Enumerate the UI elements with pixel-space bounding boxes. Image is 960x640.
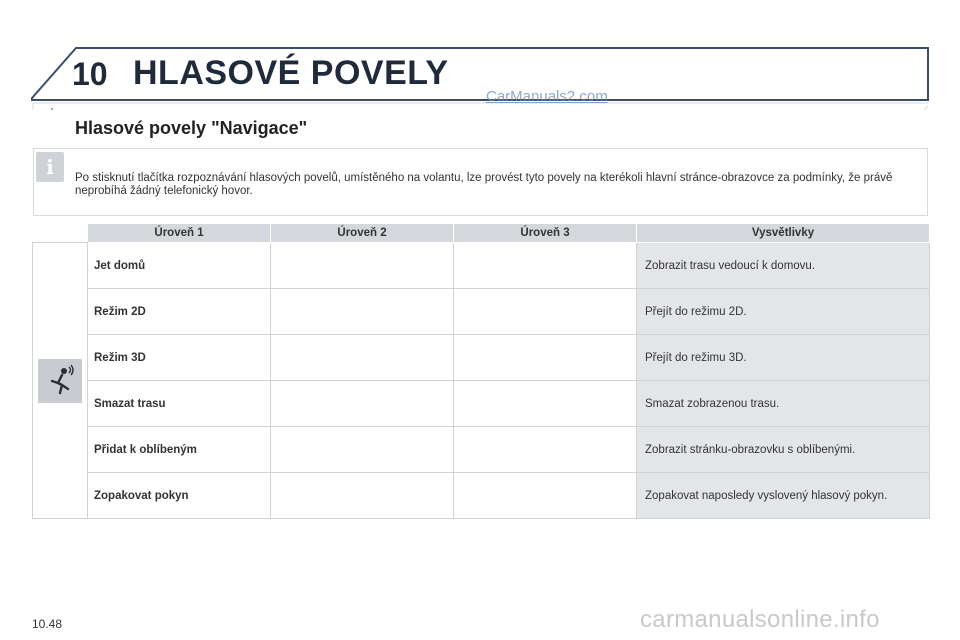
cell-description: Přejít do režimu 2D. [637, 289, 930, 335]
info-text: Po stisknutí tlačítka rozpoznávání hlasových povelů, umístěného na volantu, lze provést tyto povely na kterékoli hlavní stránce-obrazovce za podmínky, že právě neprobíhá žádný telefonický hovor. [75, 172, 893, 197]
section-title: Hlasové povely "Navigace" [75, 118, 308, 138]
cell-level1: Smazat trasu [88, 381, 271, 427]
chapter-number: 10 [72, 56, 108, 92]
cell-level3 [454, 381, 637, 427]
cell-level2 [271, 289, 454, 335]
cell-description: Smazat zobrazenou trasu. [637, 381, 930, 427]
cell-level2 [271, 473, 454, 519]
cell-level1: Režim 2D [88, 289, 271, 335]
table-row [33, 243, 930, 289]
cell-description: Zobrazit stránku-obrazovku s oblíbenými. [637, 427, 930, 473]
cell-level3 [454, 335, 637, 381]
table-row [33, 427, 930, 473]
cell-level2 [271, 335, 454, 381]
voice-commands-table [32, 223, 930, 519]
table-row [33, 473, 930, 519]
table-row [33, 289, 930, 335]
watermark-link[interactable]: CarManuals2.com [486, 88, 608, 105]
cell-level1: Přidat k oblíbeným [88, 427, 271, 473]
header-description: Vysvětlivky [637, 224, 930, 243]
header-level2: Úroveň 2 [271, 224, 454, 243]
cell-description: Zopakovat naposledy vyslovený hlasový pokyn. [637, 473, 930, 519]
cell-level2 [271, 381, 454, 427]
cell-level3 [454, 289, 637, 335]
header-level1: Úroveň 1 [88, 224, 271, 243]
table-row [33, 335, 930, 381]
header-level3: Úroveň 3 [454, 224, 637, 243]
cell-level3 [454, 427, 637, 473]
cell-level2 [271, 427, 454, 473]
cell-level2 [271, 243, 454, 289]
icon-cell [33, 243, 88, 519]
table-header-row [33, 224, 930, 243]
cell-description: Přejít do režimu 3D. [637, 335, 930, 381]
cell-level3 [454, 243, 637, 289]
cell-description: Zobrazit trasu vedoucí k domovu. [637, 243, 930, 289]
table-row [33, 381, 930, 427]
page-number: 10.48 [32, 617, 63, 631]
header-empty [33, 224, 88, 243]
cell-level3 [454, 473, 637, 519]
voice-command-icon [38, 359, 82, 403]
cell-level1: Režim 3D [88, 335, 271, 381]
cell-level1: Zopakovat pokyn [88, 473, 271, 519]
cell-level1: Jet domů [88, 243, 271, 289]
info-icon: i [36, 152, 64, 182]
chapter-title: HLASOVÉ POVELY [133, 54, 449, 92]
footer-watermark: carmanualsonline.info [640, 606, 880, 633]
